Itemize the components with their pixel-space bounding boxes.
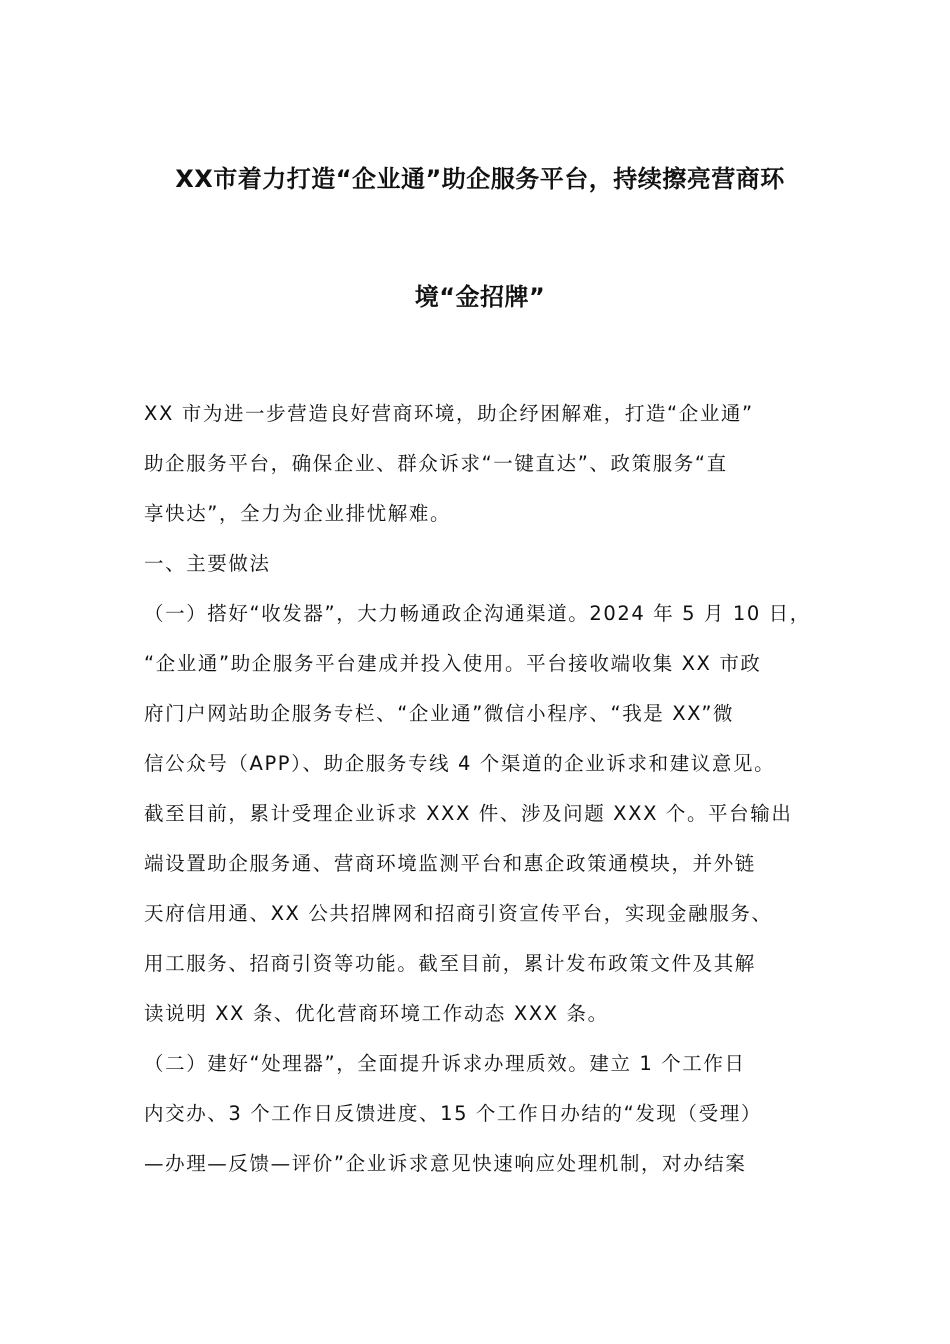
paragraph-one-line: 读说明 XX 条、优化营商环境工作动态 XXX 条。 xyxy=(144,1002,609,1025)
paragraph-two-line: （二）建好“处理器”，全面提升诉求办理质效。建立 1 个工作日 xyxy=(144,1052,746,1075)
paragraph-one-line: “企业通”助企服务平台建成并投入使用。平台接收端收集 XX 市政 xyxy=(144,652,762,675)
paragraph-two-line: 内交办、3 个工作日反馈进度、15 个工作日办结的“发现（受理） xyxy=(144,1102,762,1125)
document-title-line-2: 境“金招牌” xyxy=(414,283,546,311)
paragraph-two-line: —办理—反馈—评价”企业诉求意见快速响应处理机制，对办结案 xyxy=(144,1152,747,1175)
paragraph-one-line: （一）搭好“收发器”，大力畅通政企沟通渠道。2024 年 5 月 10 日， xyxy=(144,602,811,625)
document-title-line-1: XX市着力打造“企业通”助企服务平台，持续擦亮营商环 xyxy=(175,165,785,193)
paragraph-one-line: 截至目前，累计受理企业诉求 XXX 件、涉及问题 XXX 个。平台输出 xyxy=(144,802,793,825)
section-heading-main-practices: 一、主要做法 xyxy=(144,552,271,575)
paragraph-intro-line: 助企服务平台，确保企业、群众诉求“一键直达”、政策服务“直 xyxy=(144,452,728,475)
document-body xyxy=(144,397,834,1197)
paragraph-one-line: 端设置助企服务通、营商环境监测平台和惠企政策通模块，并外链 xyxy=(144,852,756,875)
paragraph-one-line: 府门户网站助企服务专栏、“企业通”微信小程序、“我是 XX”微 xyxy=(144,702,735,725)
paragraph-one-line: 信公众号（APP）、助企服务专线 4 个渠道的企业诉求和建议意见。 xyxy=(144,752,776,775)
paragraph-intro-line: 享快达”，全力为企业排忧解难。 xyxy=(144,502,452,525)
paragraph-intro-line: XX 市为进一步营造良好营商环境，助企纾困解难，打造“企业通” xyxy=(144,402,754,425)
paragraph-one-line: 用工服务、招商引资等功能。截至目前，累计发布政策文件及其解 xyxy=(144,952,756,975)
paragraph-one-line: 天府信用通、XX 公共招牌网和招商引资宣传平台，实现金融服务、 xyxy=(144,902,773,925)
